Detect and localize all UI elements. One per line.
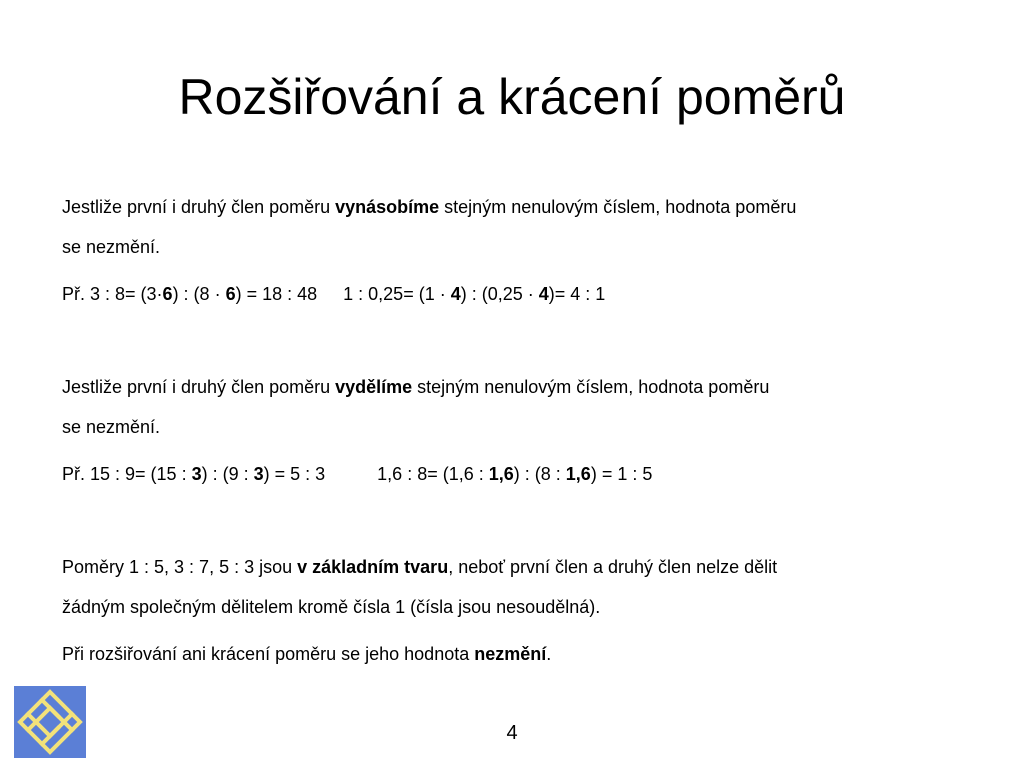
text-run: Př. 3 : 8= (3· xyxy=(62,284,163,304)
value-unchanged-line xyxy=(62,643,551,665)
bold-number: 4 xyxy=(538,284,549,304)
keyword-divide: vydělíme xyxy=(335,377,413,397)
text-run: Poměry 1 : 5, 3 : 7, 5 : 3 jsou xyxy=(62,557,298,577)
page-number: 4 xyxy=(506,722,518,744)
bold-number: 6 xyxy=(225,284,236,304)
multiply-rule-line2 xyxy=(62,236,160,258)
text-run: ) : (8 · xyxy=(172,284,226,304)
keyword-multiply: vynásobíme xyxy=(335,197,440,217)
multiply-examples xyxy=(62,283,605,305)
text-run: , neboť první člen a druhý člen nelze dělit xyxy=(448,557,778,577)
text-run: 1,6 : 8= (1,6 : xyxy=(377,464,489,484)
text-run: stejným nenulovým číslem, hodnota poměru xyxy=(412,377,770,397)
text-run: Př. 15 : 9= (15 : xyxy=(62,464,192,484)
divide-rule-line2 xyxy=(62,416,160,438)
text-run: . xyxy=(546,644,552,664)
keyword-unchanged: nezmění xyxy=(474,644,547,664)
multiply-rule-line1 xyxy=(62,196,796,218)
slide-title: Rozšiřování a krácení poměrů xyxy=(178,69,846,125)
text-run: ) = 1 : 5 xyxy=(590,464,653,484)
text-run: ) : (0,25 · xyxy=(460,284,539,304)
text-run: Při rozšiřování ani krácení poměru se jeho hodnota xyxy=(62,644,475,664)
text-run: žádným společným dělitelem kromě čísla 1 (čísla jsou nesoudělná). xyxy=(62,597,601,617)
text-run: Jestliže první i druhý člen poměru xyxy=(62,377,336,397)
text-run: se nezmění. xyxy=(62,417,161,437)
text-run: )= 4 : 1 xyxy=(548,284,606,304)
bold-number: 1,6 xyxy=(488,464,514,484)
text-run: stejným nenulovým číslem, hodnota poměru xyxy=(439,197,797,217)
bold-number: 3 xyxy=(191,464,202,484)
text-run: 1 : 0,25= (1 · xyxy=(343,284,451,304)
basic-form-line1 xyxy=(62,556,777,578)
bold-number: 6 xyxy=(162,284,173,304)
divide-examples xyxy=(62,463,652,485)
basic-form-line2 xyxy=(62,596,600,618)
text-run: ) = 18 : 48 xyxy=(235,284,318,304)
text-run: ) : (9 : xyxy=(201,464,254,484)
bold-number: 1,6 xyxy=(565,464,591,484)
woven-square-logo-icon xyxy=(14,686,86,758)
text-run: ) : (8 : xyxy=(513,464,566,484)
text-run: se nezmění. xyxy=(62,237,161,257)
divide-rule-line1 xyxy=(62,376,769,398)
text-run: ) = 5 : 3 xyxy=(263,464,326,484)
keyword-basic-form: v základním tvaru xyxy=(297,557,449,577)
bold-number: 4 xyxy=(450,284,461,304)
text-run: Jestliže první i druhý člen poměru xyxy=(62,197,336,217)
bold-number: 3 xyxy=(253,464,264,484)
